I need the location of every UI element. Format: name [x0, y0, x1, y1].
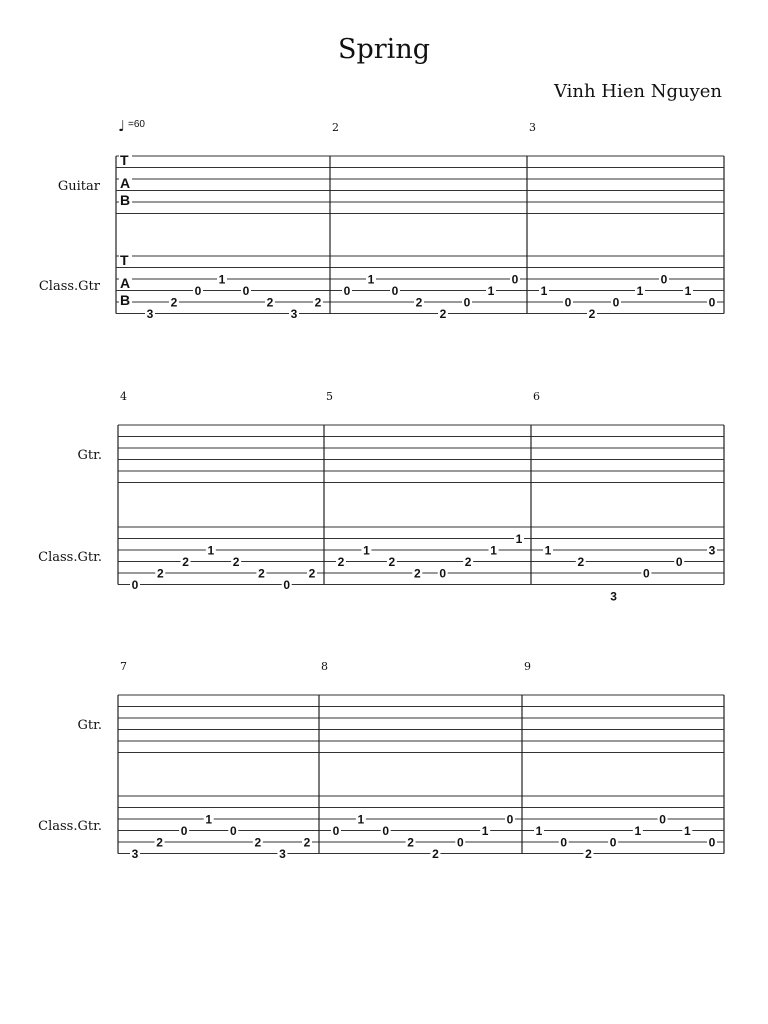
- fret-number: 1: [515, 532, 523, 546]
- instrument-label-tab: Class.Gtr.: [38, 549, 102, 565]
- instrument-label-top: Gtr.: [77, 447, 102, 463]
- fret-number: 0: [391, 284, 399, 298]
- instrument-label-top: Guitar: [57, 178, 100, 194]
- fret-number: 0: [242, 284, 250, 298]
- tab-clef-letter: B: [120, 192, 131, 208]
- fret-number: 1: [540, 284, 548, 298]
- instrument-label-top: Gtr.: [77, 717, 102, 733]
- fret-number: 0: [564, 295, 572, 310]
- fret-number: 0: [382, 824, 390, 838]
- fret-number: 1: [487, 284, 495, 298]
- fret-number: 0: [609, 835, 617, 850]
- fret-number: 2: [388, 555, 396, 569]
- fret-number: 0: [194, 284, 202, 298]
- fret-number: 3: [708, 543, 716, 558]
- fret-number: 0: [660, 272, 668, 287]
- fret-number: 1: [636, 284, 644, 298]
- fret-number: 2: [413, 566, 421, 581]
- fret-number: 1: [207, 543, 215, 558]
- fret-number: 1: [683, 824, 691, 838]
- fret-number: 2: [182, 555, 189, 569]
- measure-number: 7: [120, 660, 127, 673]
- fret-number: 2: [308, 566, 316, 581]
- tab-clef-letter: T: [120, 152, 129, 168]
- fret-number: 1: [535, 824, 543, 838]
- fret-number: 2: [415, 295, 423, 310]
- fret-number: 2: [337, 555, 345, 569]
- fret-number: 2: [156, 835, 163, 850]
- fret-number: 3: [146, 307, 154, 321]
- tab-clef-letter: A: [120, 275, 131, 291]
- fret-number: 2: [577, 555, 585, 569]
- fret-number: 2: [588, 307, 596, 321]
- fret-number: 0: [439, 566, 447, 581]
- fret-number: 0: [708, 835, 716, 850]
- fret-number: 2: [170, 295, 178, 310]
- fret-number: 2: [585, 847, 592, 861]
- measure-number: 3: [529, 121, 536, 134]
- measure-number: 9: [524, 660, 531, 673]
- measure-number: 6: [533, 390, 540, 403]
- tempo-marking: =60: [128, 119, 145, 130]
- tab-clef-letter: T: [120, 252, 129, 268]
- fret-number: 2: [254, 835, 262, 850]
- fret-number: 1: [205, 812, 213, 827]
- measure-number: 5: [326, 390, 333, 403]
- fret-number: 0: [560, 835, 568, 850]
- fret-number: 0: [511, 272, 519, 287]
- fret-number: 0: [180, 824, 188, 838]
- fret-number: 3: [290, 307, 298, 321]
- composer-name: Vinh Hien Nguyen: [553, 81, 722, 102]
- tab-clef-letter: A: [120, 175, 131, 191]
- fret-number: 2: [266, 295, 274, 310]
- fret-number: 2: [258, 566, 265, 581]
- instrument-label-tab: Class.Gtr: [38, 278, 100, 294]
- measure-number: 2: [332, 121, 339, 134]
- fret-number: 0: [506, 812, 514, 827]
- measure-number: 8: [321, 660, 328, 673]
- fret-number: 2: [156, 566, 164, 581]
- fret-number: 2: [232, 555, 240, 569]
- measure-number: 4: [120, 390, 127, 403]
- fret-number: 1: [481, 824, 489, 838]
- fret-number: 0: [131, 578, 139, 592]
- fret-number: 1: [684, 284, 692, 298]
- fret-number: 0: [643, 566, 650, 581]
- fret-number: 2: [314, 295, 322, 310]
- fret-number: 0: [343, 284, 351, 298]
- fret-number: 2: [432, 847, 439, 861]
- fret-number: 0: [612, 295, 620, 310]
- score-title: Spring: [338, 34, 430, 65]
- fret-number: 1: [357, 812, 365, 827]
- fret-number: 0: [463, 295, 471, 310]
- fret-number: 1: [490, 543, 497, 558]
- fret-number: 0: [708, 295, 716, 310]
- fret-number: 1: [634, 824, 642, 838]
- fret-number: 2: [464, 555, 472, 569]
- tempo-note-icon: ♩: [118, 117, 126, 135]
- fret-number: 1: [367, 272, 375, 287]
- fret-number: 1: [218, 272, 226, 287]
- fret-number: 0: [332, 824, 340, 838]
- fret-number: 2: [303, 835, 311, 850]
- fret-number: 3: [131, 847, 139, 861]
- fret-number: 1: [544, 543, 552, 558]
- fret-number: 0: [283, 578, 291, 592]
- fret-number: 2: [407, 835, 414, 850]
- fret-number: 3: [279, 847, 286, 861]
- fret-number: 2: [439, 307, 447, 321]
- fret-number: 0: [456, 835, 464, 850]
- fret-number: 0: [229, 824, 237, 838]
- fret-number: 1: [363, 543, 370, 558]
- instrument-label-tab: Class.Gtr.: [38, 818, 102, 834]
- fret-number: 3: [610, 589, 617, 604]
- fret-number: 0: [675, 555, 683, 569]
- tab-clef-letter: B: [120, 292, 131, 308]
- fret-number: 0: [659, 812, 666, 827]
